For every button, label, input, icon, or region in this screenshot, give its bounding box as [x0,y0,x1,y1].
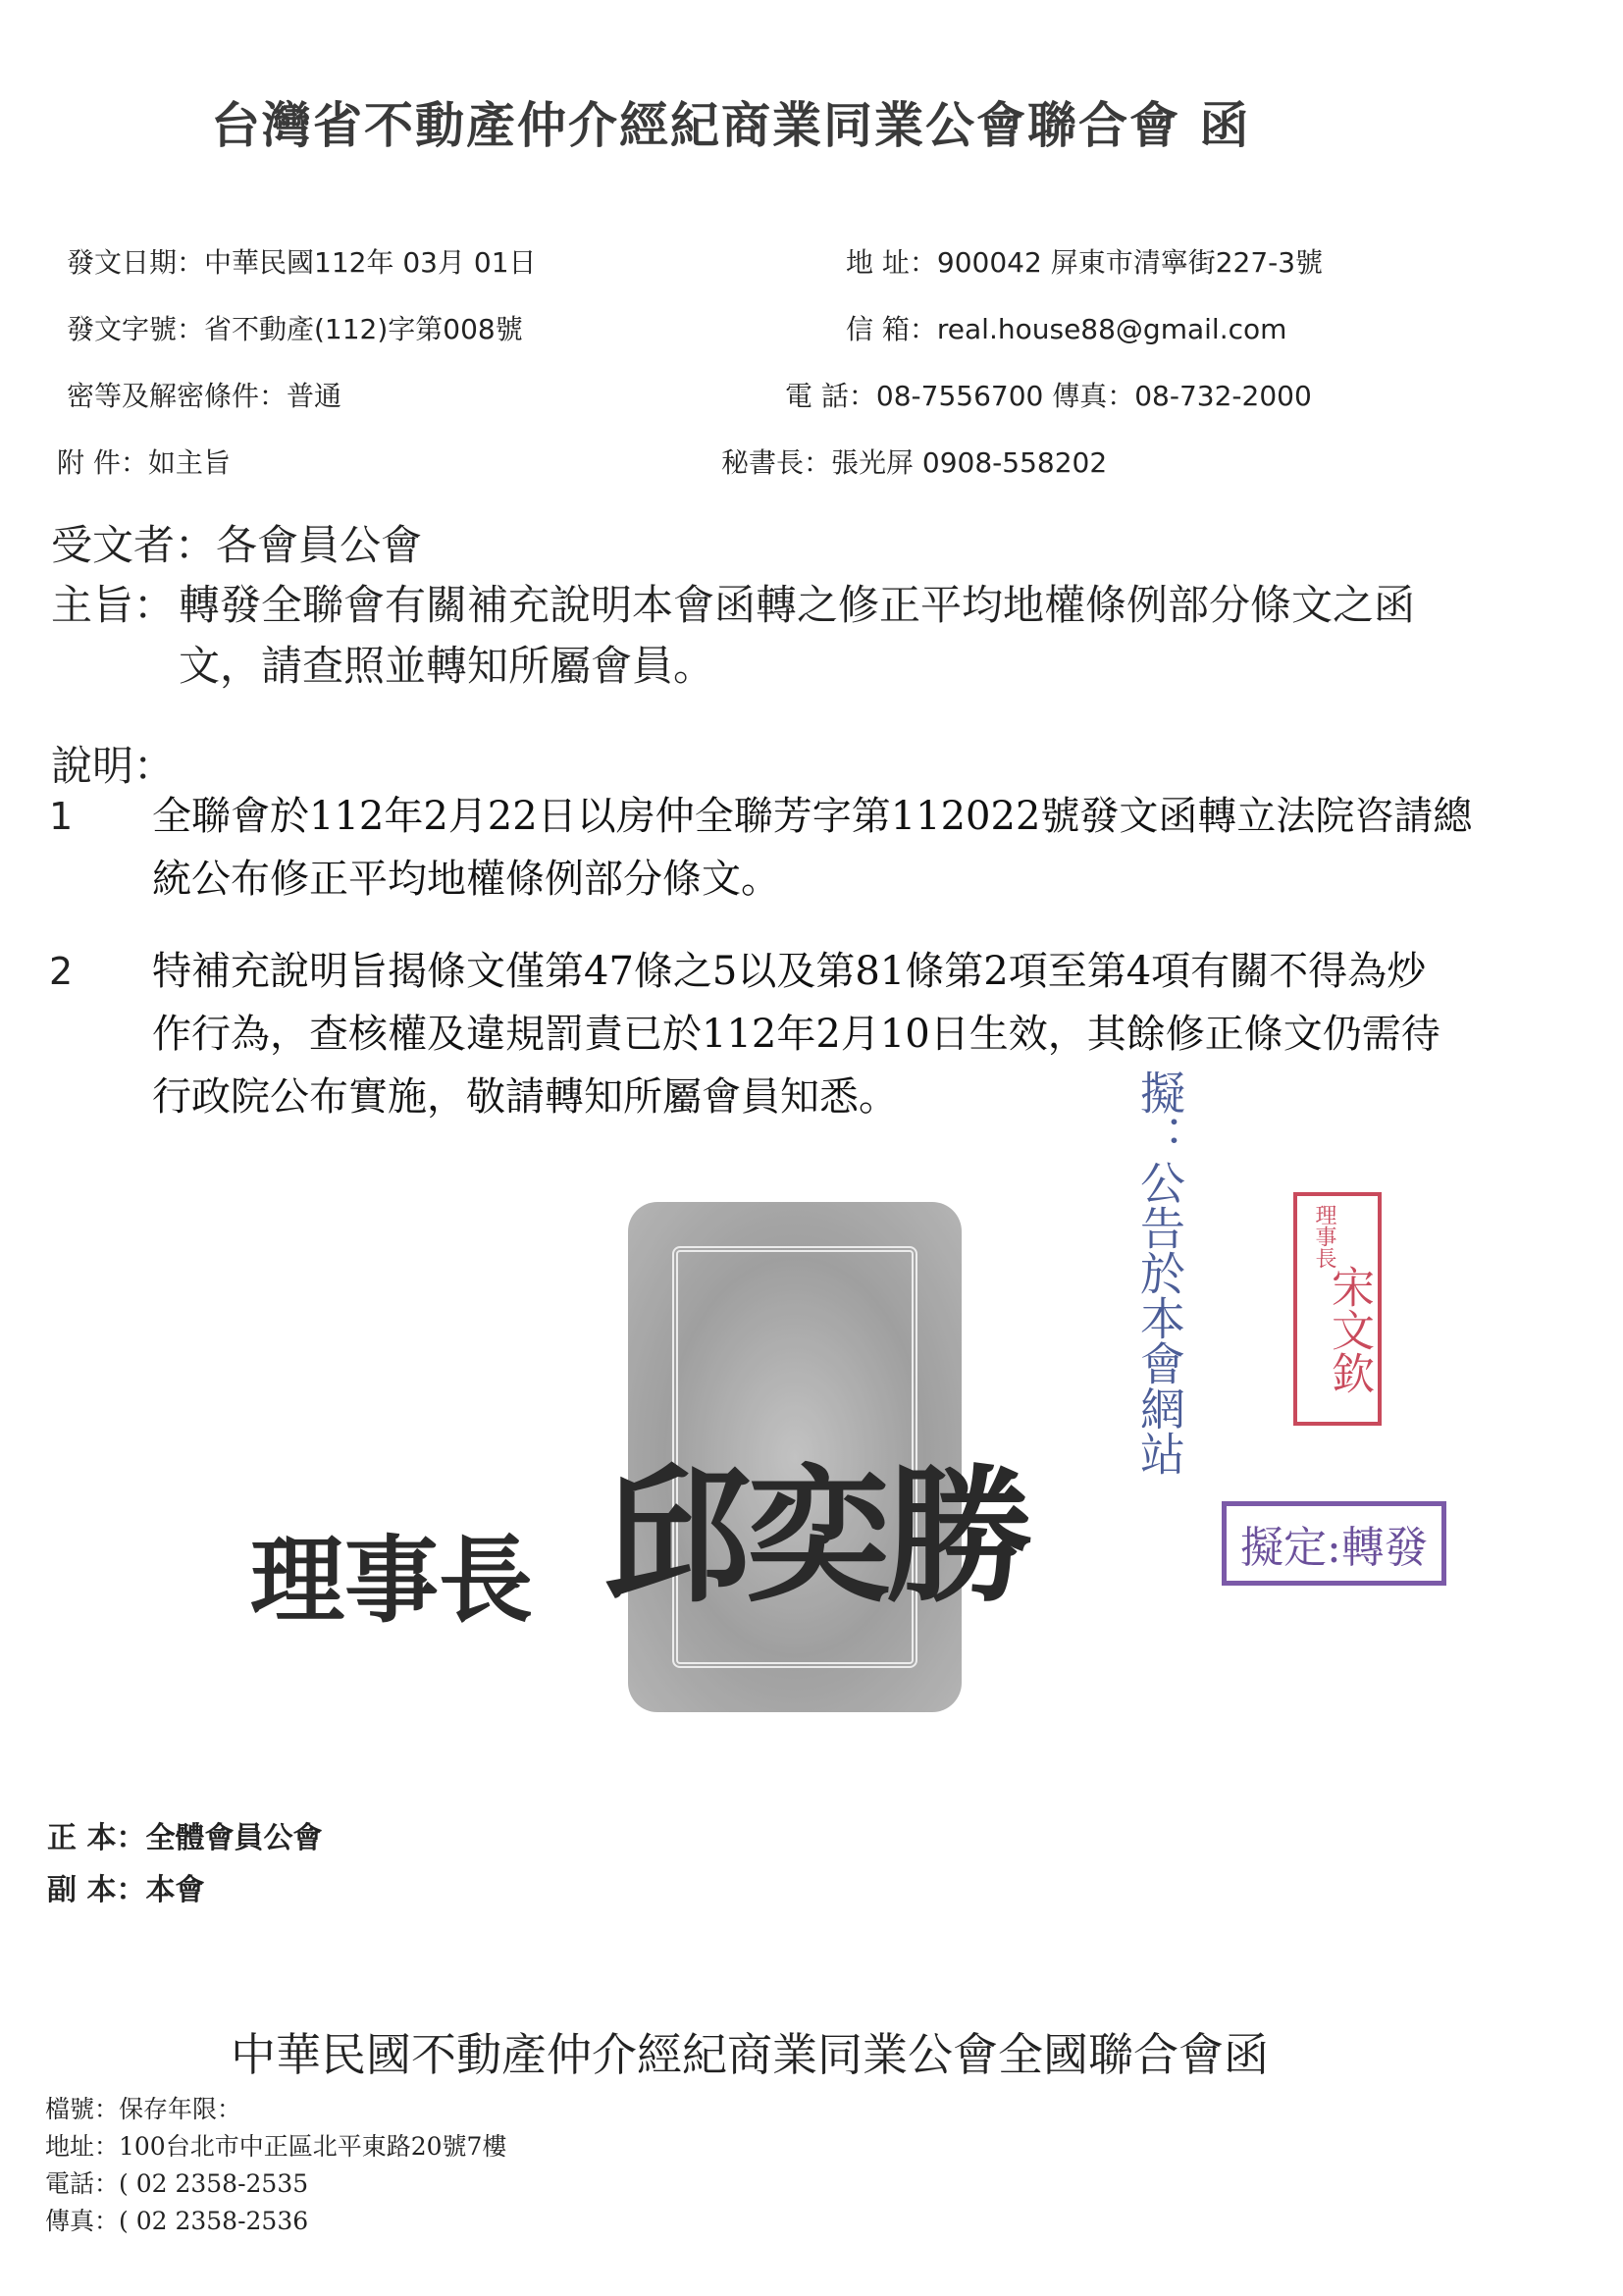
sender-email: 信 箱：real.house88@gmail.com [846,313,1287,345]
reference-number: 發文字號：省不動產(112)字第008號 [67,313,523,345]
chairman-red-seal [1293,1192,1382,1426]
copy-recipient: 副 本：本會 [47,1873,205,1907]
original-recipient: 正 本：全體會員公會 [47,1821,323,1855]
sender-address: 地 址：900042 屏東市清寧街227-3號 [846,246,1324,279]
footer-fax: 傳真：( 02 2358-2536 [45,2207,309,2235]
footer-address: 地址：100台北市中正區北平東路20號7樓 [45,2132,507,2161]
approval-stamp: 擬定:轉發 [1222,1501,1446,1586]
item-1-line-2: 統公布修正平均地權條例部分條文。 [152,857,780,902]
subject-line-1: 轉發全聯會有關補充說明本會函轉之修正平均地權條例部分條文之函 [179,581,1416,629]
item-2-line-3: 行政院公布實施，敬請轉知所屬會員知悉。 [152,1074,898,1120]
item-number: 1 [49,795,74,838]
signature-title: 理事長 [250,1526,533,1636]
red-seal-name: 宋文欽 [1324,1265,1374,1394]
document-title: 台灣省不動產仲介經紀商業同業公會聯合會 函 [211,96,1251,154]
handwritten-note: 擬：公告於本會網站 [1133,1070,1186,1476]
footer-file-number: 檔號：保存年限： [45,2095,242,2123]
secretary-contact: 秘書長：張光屏 0908-558202 [721,446,1108,479]
attachment-note: 附 件：如主旨 [57,446,231,479]
item-number: 2 [49,950,74,993]
issue-date: 發文日期：中華民國112年 03月 01日 [67,246,537,279]
signature-name: 邱奕勝 [603,1452,1028,1623]
footer-phone: 電話：( 02 2358-2535 [45,2169,309,2198]
item-2-line-2: 作行為，查核權及違規罰責已於112年2月10日生效，其餘修正條文仍需待 [152,1012,1440,1057]
item-1-line-1: 全聯會於112年2月22日以房仲全聯芳字第112022號發文函轉立法院咨請總 [152,794,1473,839]
item-2-line-1: 特補充說明旨揭條文僅第47條之5以及第81條第2項至第4項有關不得為炒 [152,949,1427,994]
red-seal-title: 理事長 [1312,1204,1336,1269]
secrecy-level: 密等及解密條件：普通 [67,380,342,412]
subject-line-2: 文，請查照並轉知所屬會員。 [179,642,715,690]
sender-phone: 電 話：08-7556700 傳真：08-732-2000 [785,380,1312,412]
explanation-label: 說明： [51,742,176,790]
subject-label: 主旨： [51,581,176,629]
recipient: 受文者：各會員公會 [51,521,423,569]
footer-organization: 中華民國不動產仲介經紀商業同業公會全國聯合會函 [231,2028,1269,2081]
